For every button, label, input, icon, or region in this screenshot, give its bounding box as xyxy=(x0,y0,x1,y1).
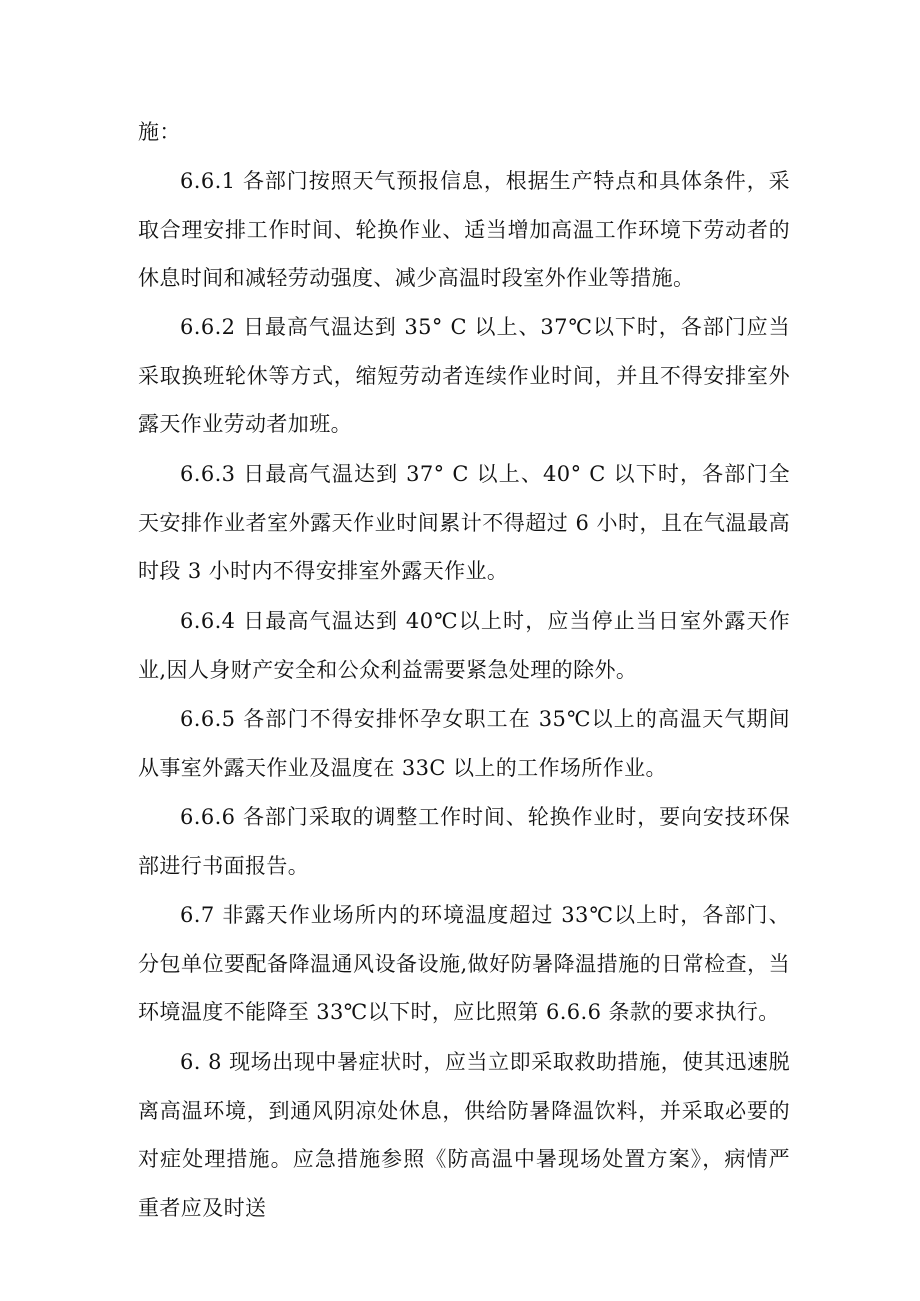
paragraph-continuation: 施： xyxy=(138,120,181,144)
paragraph-6-6-4: 6.6.4 日最高气温达到 40℃以上时，应当停止当日室外露天作业,因人身财产安全和公众利益需要紧急处理的除外。 xyxy=(138,609,790,682)
paragraph-6-6-6: 6.6.6 各部门采取的调整工作时间、轮换作业时，要向安技环保部进行书面报告。 xyxy=(138,805,790,878)
paragraph-6-6-2: 6.6.2 日最高气温达到 35° C 以上、37℃以下时，各部门应当采取换班轮休等方式，缩短劳动者连续作业时间，并且不得安排室外露天作业劳动者加班。 xyxy=(138,315,790,436)
paragraph-6-7: 6.7 非露天作业场所内的环境温度超过 33℃以上时，各部门、分包单位要配备降温通风设备设施,做好防暑降温措施的日常检查，当环境温度不能降至 33℃以下时，应比照第 6.6.6 条款的要求执行。 xyxy=(138,903,790,1024)
paragraph-6-6-1: 6.6.1 各部门按照天气预报信息，根据生产特点和具体条件，采取合理安排工作时间、轮换作业、适当增加高温工作环境下劳动者的休息时间和减轻劳动强度、减少高温时段室外作业等措施。 xyxy=(138,169,790,290)
paragraph-6-6-3: 6.6.3 日最高气温达到 37° C 以上、40° C 以下时，各部门全天安排作业者室外露天作业时间累计不得超过 6 小时，且在气温最高时段 3 小时内不得安排室外露天作业。 xyxy=(138,462,790,583)
paragraph-6-8: 6. 8 现场出现中暑症状时，应当立即采取救助措施，使其迅速脱离高温环境，到通风阴凉处休息，供给防暑降温饮料，并采取必要的对症处理措施。应急措施参照《防高温中暑现场处置方案》，病情严重者应及时送 xyxy=(138,1050,790,1220)
paragraph-6-6-5: 6.6.5 各部门不得安排怀孕女职工在 35℃以上的高温天气期间从事室外露天作业及温度在 33C 以上的工作场所作业。 xyxy=(138,707,790,780)
